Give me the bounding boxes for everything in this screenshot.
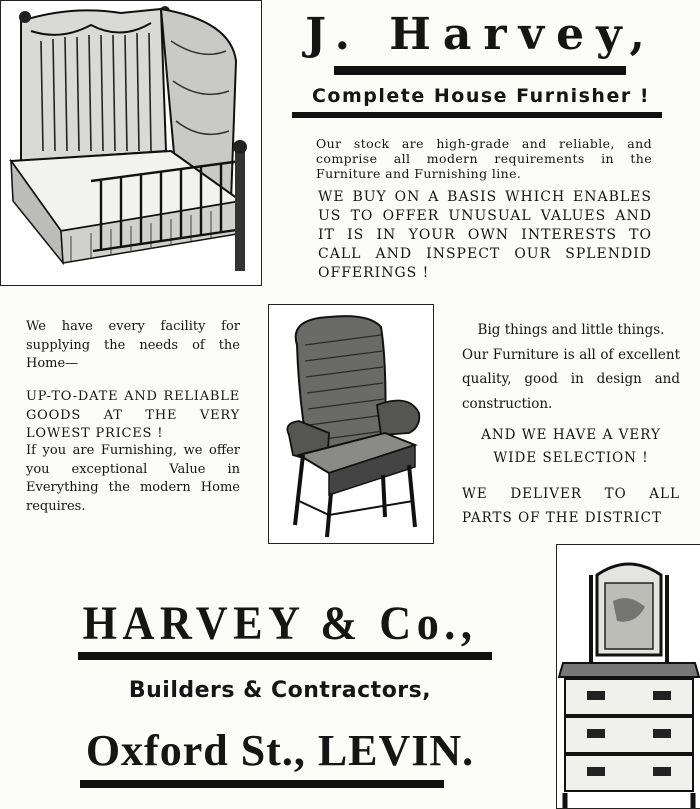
things-line: Big things and little things. bbox=[477, 322, 665, 338]
trade-line: Builders & Contractors, bbox=[128, 678, 432, 703]
address-underline bbox=[80, 780, 444, 788]
subtitle: Complete House Furnisher ! bbox=[311, 85, 650, 107]
armchair-icon bbox=[269, 305, 433, 543]
wicker-armchair-illustration bbox=[268, 304, 434, 544]
company-name: HARVEY & Co., bbox=[82, 597, 478, 650]
subtitle-underline bbox=[292, 112, 662, 118]
facility-text: We have every facility for supplying the needs of the Home— bbox=[26, 319, 240, 371]
intro-caps-text: WE BUY ON A BASIS WHICH ENABLES US TO OFFER UNUSUAL VALUES AND IT IS IN YOUR OWN INTERESTS TO CALL AND INSPECT OUR SPLENDID OFFERINGS ! bbox=[318, 189, 652, 281]
title-underline bbox=[334, 66, 626, 75]
dresser-icon bbox=[557, 545, 700, 808]
selection-caps-text: AND WE HAVE A VERY WIDE SELECTION ! bbox=[481, 427, 661, 466]
furniture-quality-text bbox=[462, 318, 680, 416]
company-underline bbox=[78, 652, 492, 660]
bed-icon bbox=[1, 1, 261, 285]
quality-line: Our Furniture is all of excellent quality, good in design and construction. bbox=[462, 346, 680, 412]
address-line: Oxford St., LEVIN. bbox=[85, 726, 475, 775]
furnishing-text: If you are Furnishing, we offer you exceptional Value in Everything the modern Home requires. bbox=[26, 443, 240, 514]
page-title: J. Harvey, bbox=[305, 9, 657, 60]
prices-caps-text: UP-TO-DATE AND RELIABLE GOODS AT THE VERY LOWEST PRICES ! bbox=[26, 389, 240, 441]
dressing-table-illustration bbox=[556, 544, 700, 809]
intro-text: Our stock are high-grade and reliable, and comprise all modern requirements in the Furniture and Furnishing line. bbox=[316, 136, 652, 181]
brass-bed-illustration bbox=[0, 0, 262, 286]
delivery-caps-text: WE DELIVER TO ALL PARTS OF THE DISTRICT bbox=[462, 486, 680, 526]
